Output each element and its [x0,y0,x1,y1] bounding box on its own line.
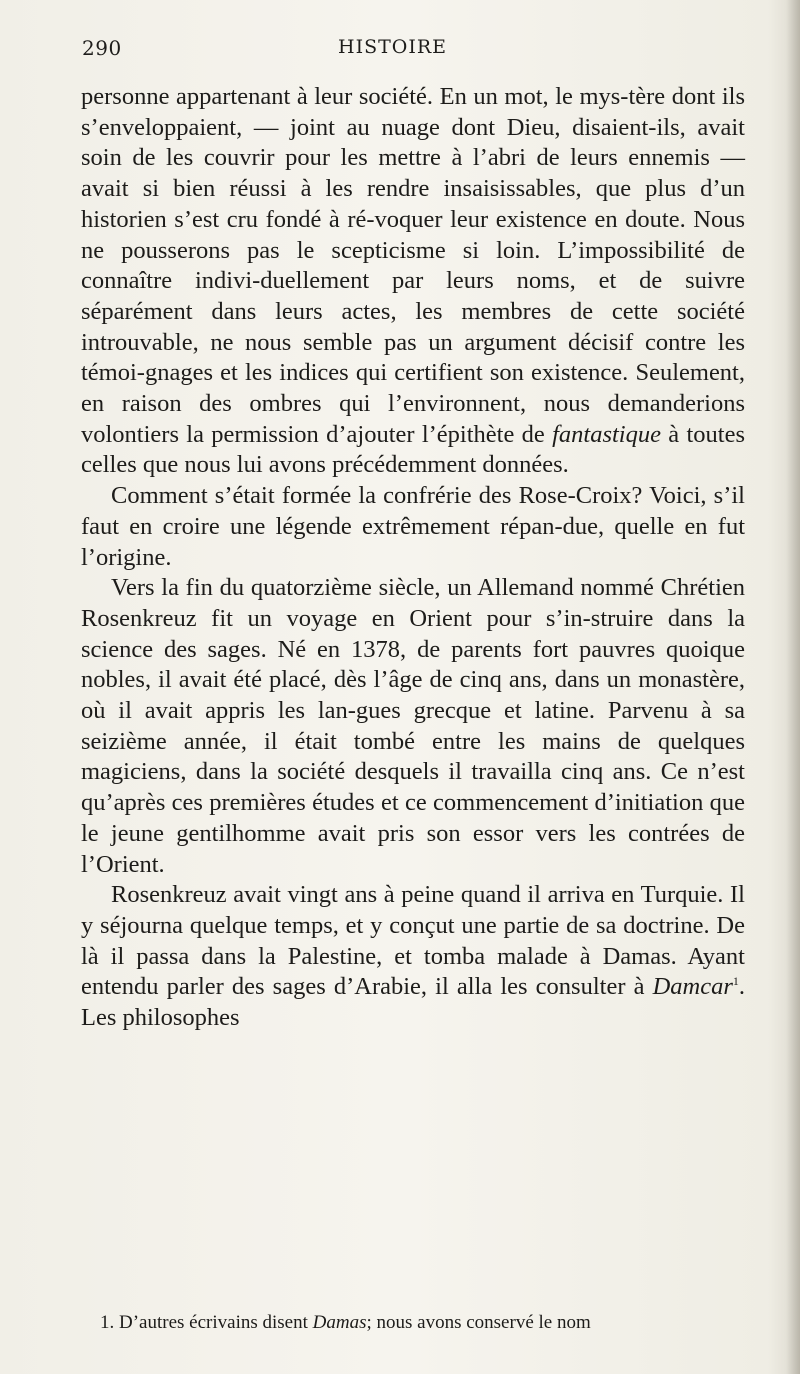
paragraph-text: Rosenkreuz avait vingt ans à peine quand il arriva en Turquie. Il y séjourna quelque temps, et y conçut une partie de sa doctrine. De là il passa dans la Palestine, et tomba malade à Damas. Ayant entendu parler des sages d’Arabie, il alla les consulter à [81,881,745,1001]
footnote-number: 1. [100,1312,115,1333]
italic-word: fantastique [552,420,661,448]
footnote-text-end: ; nous avons conservé le nom [366,1312,591,1333]
paragraph [81,573,745,880]
running-title: HISTOIRE [338,36,448,58]
paragraph-text: Vers la fin du quatorzième siècle, un Allemand nommé Chrétien Rosenkreuz fit un voyage en Orient pour s’in-struire dans la science des sages. Né en 1378, de parents fort pauvres quoique nobles, il avait été placé, dès l’âge de cinq ans, dans un monastère, où il avait appris les lan-gues grecque et latine. Parvenu à sa seizième année, il était tombé entre les mains de quelques magiciens, dans la société desquels il travailla cinq ans. Ce n’est qu’après ces premières études et ce commencement d’initiation que le jeune gentilhomme avait pris son essor vers les contrées de l’Orient. [81,574,745,878]
footnote-text: D’autres écrivains disent [119,1312,308,1333]
paragraph-text: personne appartenant à leur société. En un mot, le mys-tère dont ils s’enveloppaient, — joint au nuage dont Dieu, disaient-ils, avait soin de les couvrir pour les mettre à l’abri de leurs ennemis — avait si bien réussi à les rendre insaisissables, que plus d’un historien s’est cru fondé à ré-voquer leur existence en doute. Nous ne pousserons pas le scepticisme si loin. L’impossibilité de connaître indivi-duellement par leurs noms, et de suivre séparément dans leurs actes, les membres de cette société introuvable, ne nous semble pas un argument décisif contre les témoi-gnages et les indices qui certifient son existence. Seulement, en raison des ombres qui l’environnent, nous demanderions volontiers la permission d’ajouter l’épithète de [81,83,745,448]
footnote-reference: 1 [732,974,739,989]
italic-word: Damcar [652,973,733,1001]
page-number: 290 [82,36,122,60]
body-text [81,82,745,1034]
paragraph [81,880,745,1034]
paragraph [81,82,745,481]
paragraph-text: Comment s’était formée la confrérie des Rose-Croix? Voici, s’il faut en croire une légende extrêmement répan-due, quelle en fut l’origine. [81,482,745,571]
paragraph [81,481,745,573]
page-header [68,36,748,66]
paragraph-text-end: à toutes celles que nous lui avons précédemment données. [81,420,745,479]
page-edge-shadow [786,0,800,1374]
paragraph-text-end: . Les philosophes [81,973,746,1032]
footnote-italic: Damas [312,1312,367,1333]
footnote [100,1311,750,1335]
